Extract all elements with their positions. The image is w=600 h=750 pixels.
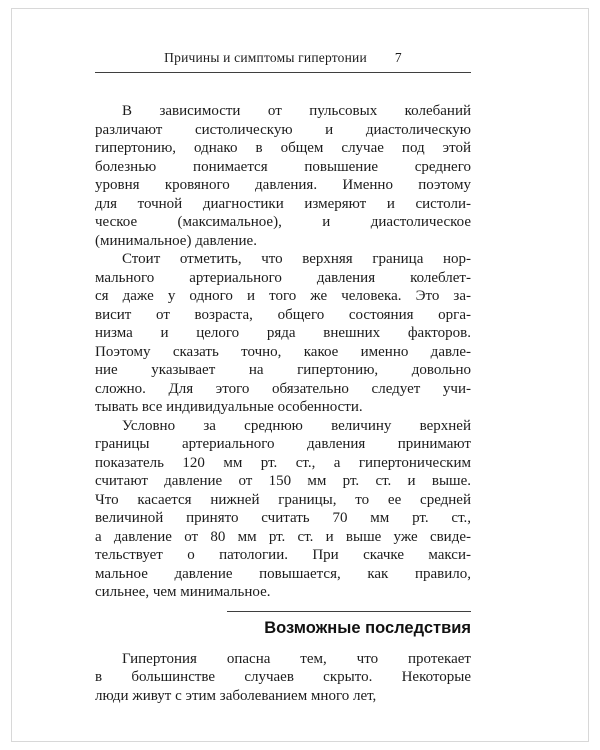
- paragraph: [95, 250, 471, 417]
- paragraph: [95, 102, 471, 250]
- text-line: ся даже у одного и того же человека. Это за-: [95, 288, 471, 304]
- text-line: в большинстве случаев скрыто. Некоторые: [95, 669, 471, 685]
- text-line: считают давление от 150 мм рт. ст. и выше.: [95, 473, 471, 489]
- text-line: низма и целого ряда внешних факторов.: [95, 325, 471, 341]
- text-line: Стоит отметить, что верхняя граница нор-: [122, 251, 471, 267]
- text-line: В зависимости от пульсовых колебаний: [122, 103, 471, 119]
- text-line: (минимальное) давление.: [95, 232, 257, 249]
- page-number: 7: [394, 50, 402, 65]
- text-line: мального артериального давления колеблет-: [95, 269, 471, 286]
- running-header: [95, 50, 471, 66]
- text-line: Гипертония опасна тем, что протекает: [122, 650, 471, 667]
- text-line: Условно за среднюю величину верхней: [122, 417, 471, 434]
- text-line: болезнью понимается повышение среднего: [95, 158, 471, 175]
- text-line: ние указывает на гипертонию, довольно: [95, 362, 471, 378]
- text-line: а давление от 80 мм рт. ст. и выше уже свиде-: [95, 528, 471, 545]
- text-line: тывать все индивидуальные особенности.: [95, 399, 363, 415]
- text-line: величиной принято считать 70 мм рт. ст.,: [95, 510, 471, 526]
- text-line: уровня кровяного давления. Именно поэтому: [95, 177, 471, 193]
- text-line: различают систолическую и диастолическую: [95, 121, 471, 138]
- text-line: сложно. Для этого обязательно следует учи-: [95, 380, 471, 397]
- text-line: Поэтому сказать точно, какое именно давле-: [95, 343, 471, 360]
- section-heading-block: [95, 611, 471, 638]
- text-line: мальное давление повышается, как правило,: [95, 565, 471, 582]
- header-rule: [95, 72, 471, 73]
- text-line: ческое (максимальное), и диастолическое: [95, 214, 471, 230]
- text-line: гипертонию, однако в общем случае под этой: [95, 140, 471, 156]
- text-line: тельствует о патологии. При скачке макси-: [95, 547, 471, 563]
- body-text: [95, 102, 471, 705]
- paragraph: [95, 417, 471, 602]
- text-line: Что касается нижней границы, то ее средней: [95, 491, 471, 508]
- running-header-title: Причины и симптомы гипертонии: [164, 50, 367, 65]
- text-line: для точной диагностики измеряют и систоли-: [95, 195, 471, 212]
- text-line: показатель 120 мм рт. ст., а гипертоническим: [95, 454, 471, 471]
- text-column: [95, 0, 471, 705]
- paragraph: [95, 650, 471, 706]
- section-heading-rule: [227, 611, 471, 612]
- text-line: висит от возраста, общего состояния орга-: [95, 306, 471, 323]
- text-line: сильнее, чем минимальное.: [95, 584, 271, 600]
- text-line: люди живут с этим заболеванием много лет,: [95, 687, 377, 704]
- text-line: границы артериального давления принимают: [95, 436, 471, 452]
- section-heading: Возможные последствия: [264, 618, 471, 637]
